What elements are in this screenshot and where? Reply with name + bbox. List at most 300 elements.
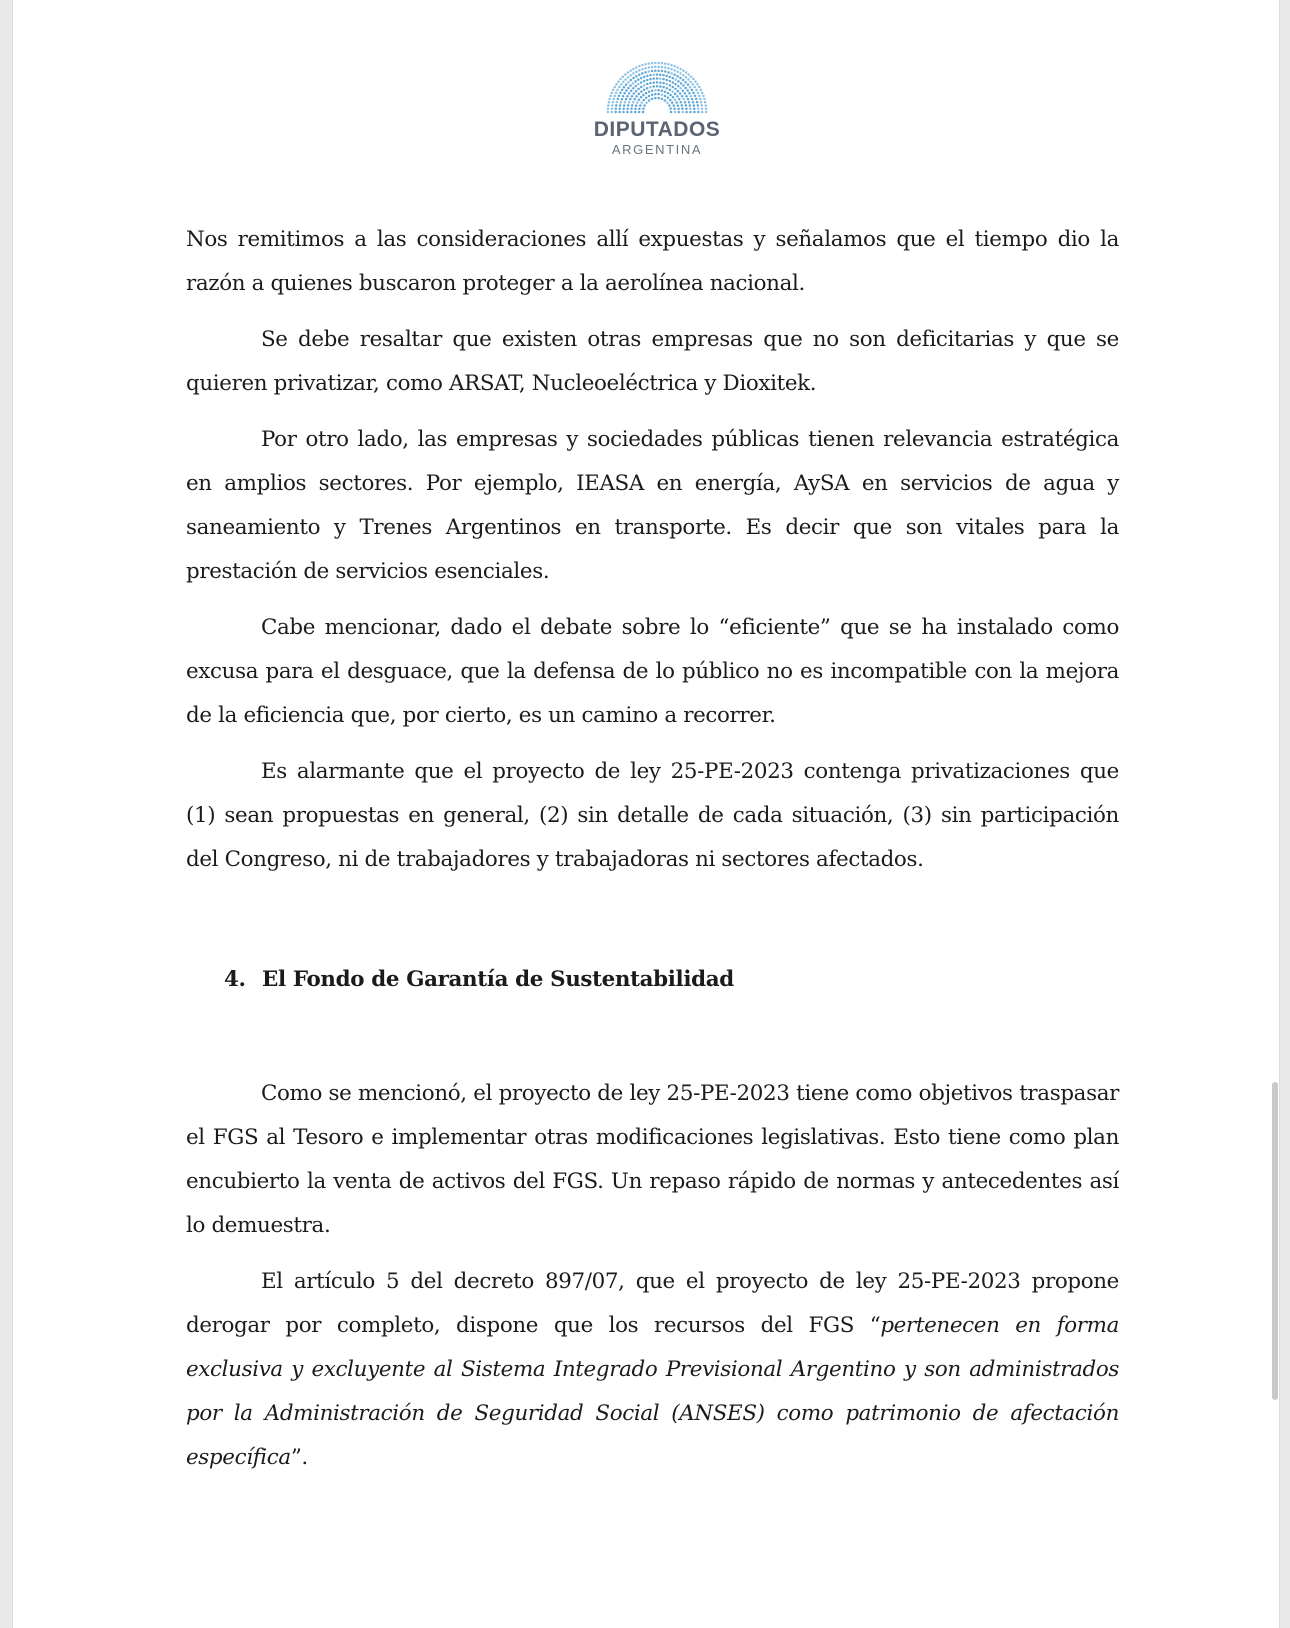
seat-dot: [672, 96, 675, 99]
seat-dot: [626, 95, 629, 98]
seat-dot: [685, 95, 688, 98]
seat-dot: [695, 98, 698, 101]
seat-dot: [679, 72, 682, 75]
seat-dot: [656, 85, 659, 88]
seat-dot: [689, 86, 692, 89]
paragraph: Es alarmante que el proyecto de ley 25-PE-2023 contenga privatizaciones que (1) sean propuestas en general, (2) sin detalle de cada situación, (3) sin participación del Congreso, ni de trabajadores y trabajadoras ni sectores afectados.: [186, 759, 1119, 872]
seat-dot: [671, 90, 674, 93]
seat-dot: [633, 98, 636, 101]
seat-dot: [669, 94, 672, 97]
seat-dot: [652, 85, 655, 88]
document-page: [12, 0, 1280, 1628]
seat-dot: [678, 98, 681, 101]
seat-dot: [607, 104, 610, 107]
seat-dot: [651, 70, 654, 73]
seat-dot: [687, 78, 690, 81]
seat-dot: [679, 77, 682, 80]
section-heading: [186, 958, 1119, 1002]
seat-dot: [666, 83, 669, 86]
seat-dot: [618, 86, 621, 89]
seat-dot: [614, 111, 617, 114]
seat-dot: [626, 111, 629, 114]
seat-dot: [622, 111, 625, 114]
seat-dot: [684, 92, 687, 95]
seat-dot: [620, 83, 623, 86]
seat-dot: [611, 107, 614, 110]
seat-dot: [631, 104, 634, 107]
seat-dot: [681, 95, 684, 98]
seat-dot: [646, 83, 649, 86]
seat-dot: [682, 74, 685, 77]
seat-dot: [656, 77, 659, 80]
seat-dot: [652, 81, 655, 84]
seat-dot: [645, 101, 648, 104]
seat-dot: [697, 104, 700, 107]
seat-dot: [694, 95, 697, 98]
seat-dot: [634, 80, 637, 83]
seat-dot: [661, 98, 664, 101]
vertical-scrollbar[interactable]: [1272, 1082, 1278, 1400]
seat-dot: [657, 93, 660, 96]
seat-dot: [688, 92, 691, 95]
seat-dot: [664, 90, 667, 93]
seat-dot: [679, 68, 682, 71]
seat-dot: [634, 108, 637, 111]
seat-dot: [682, 69, 685, 72]
seat-dot: [648, 62, 651, 65]
seat-dot: [694, 80, 697, 83]
seat-dot: [687, 83, 690, 86]
seat-dot: [659, 81, 662, 84]
seat-dot: [645, 92, 648, 95]
section-number: 4.: [224, 967, 246, 992]
seat-dot: [609, 95, 612, 98]
seat-dot: [700, 89, 703, 92]
seat-dot: [623, 86, 626, 89]
seat-dot: [617, 80, 620, 83]
seat-dot: [674, 88, 677, 91]
seat-dot: [679, 92, 682, 95]
seat-dot: [676, 71, 679, 74]
seat-dot: [641, 72, 644, 75]
seat-dot: [692, 101, 695, 104]
seat-dot: [635, 66, 638, 69]
seat-dot: [641, 101, 644, 104]
seat-dot: [649, 82, 652, 85]
seat-dot: [643, 99, 646, 102]
seat-dot: [699, 98, 702, 101]
seat-dot: [700, 104, 703, 107]
paragraph: Cabe mencionar, dado el debate sobre lo “eficiente” que se ha instalado como excusa para el desguace, que la defensa de lo público no es incompatible con la mejora de la eficiencia que, por cierto, es un camino a recorrer.: [186, 615, 1119, 728]
seat-dot: [670, 64, 673, 67]
seat-dot: [704, 101, 707, 104]
seat-dot: [629, 98, 632, 101]
hemicycle-icon: [602, 62, 712, 114]
seat-dot: [611, 104, 614, 107]
seat-dot: [615, 92, 618, 95]
seat-dot: [685, 111, 688, 114]
seat-dot: [705, 107, 708, 110]
seat-dot: [638, 107, 641, 110]
seat-dot: [661, 94, 664, 97]
seat-dot: [614, 95, 617, 98]
logo-title: DIPUTADOS: [593, 118, 721, 141]
seat-dot: [674, 83, 677, 86]
seat-dot: [623, 104, 626, 107]
seat-dot: [662, 78, 665, 81]
seat-dot: [648, 66, 651, 69]
seat-dot: [625, 98, 628, 101]
seat-dot: [698, 86, 701, 89]
seat-dot: [633, 92, 636, 95]
seat-dot: [639, 104, 642, 107]
seat-dot: [669, 84, 672, 87]
seat-dot: [635, 90, 638, 93]
seat-dot: [671, 101, 674, 104]
seat-dot: [635, 104, 638, 107]
seat-dot: [632, 101, 635, 104]
seat-dot: [644, 67, 647, 70]
seat-dot: [696, 83, 699, 86]
seat-dot: [677, 80, 680, 83]
seat-dot: [638, 111, 641, 114]
seat-dot: [678, 111, 681, 114]
seat-dot: [673, 107, 676, 110]
seat-dot: [677, 108, 680, 111]
seat-dot: [670, 68, 673, 71]
seat-dot: [640, 96, 643, 99]
seat-dot: [693, 104, 696, 107]
seat-dot: [682, 79, 685, 82]
seat-dot: [644, 63, 647, 65]
seat-dot: [659, 85, 662, 88]
seat-dot: [638, 98, 641, 101]
seat-dot: [665, 75, 668, 78]
seat-dot: [695, 89, 698, 92]
seat-dot: [673, 65, 676, 68]
seat-dot: [624, 101, 627, 104]
seat-dot: [693, 86, 696, 89]
seat-dot: [662, 74, 665, 77]
seat-dot: [648, 90, 651, 93]
seat-dot: [657, 66, 660, 69]
seat-dot: [651, 66, 654, 69]
seat-dot: [654, 69, 657, 72]
seat-dot: [623, 92, 626, 95]
seat-dot: [625, 83, 628, 86]
seat-dot: [640, 77, 643, 80]
seat-dot: [686, 89, 689, 92]
seat-dot: [617, 98, 620, 101]
section-title: El Fondo de Garantía de Sustentabilidad: [262, 967, 734, 992]
seat-dot: [637, 88, 640, 91]
seat-dot: [635, 71, 638, 74]
seat-dot: [637, 78, 640, 81]
seat-dot: [689, 81, 692, 84]
seat-dot: [669, 80, 672, 83]
seat-dot: [612, 101, 615, 104]
seat-dot: [669, 99, 672, 102]
seat-dot: [634, 111, 637, 114]
seat-dot: [643, 76, 646, 79]
seat-dot: [657, 89, 660, 92]
seat-dot: [674, 98, 677, 101]
paragraph: Por otro lado, las empresas y sociedades públicas tienen relevancia estratégica en amplios sectores. Por ejemplo, IEASA en energía, AySA en servicios de agua y saneamiento y Trenes Argentinos en transporte. Es decir que son vitales para la prestación de servicios esenciales.: [186, 427, 1119, 584]
seat-dot: [620, 101, 623, 104]
seat-dot: [618, 95, 621, 98]
seat-dot: [648, 99, 651, 102]
seat-dot: [630, 79, 633, 82]
seat-dot: [640, 81, 643, 84]
seat-dot: [682, 98, 685, 101]
seat-dot: [631, 95, 634, 98]
document-body: [186, 218, 1119, 1492]
seat-dot: [642, 107, 645, 110]
seat-dot: [615, 104, 618, 107]
seat-dot: [674, 78, 677, 81]
seat-dot: [667, 92, 670, 95]
paragraph-text: El artículo 5 del decreto 897/07, que el proyecto de ley 25-PE-2023 propone derogar por completo, dispone que los recursos del FGS “: [186, 1269, 1119, 1338]
seat-dot: [654, 89, 657, 92]
seat-dot: [630, 111, 633, 114]
paragraph-with-quote: [186, 1260, 1119, 1480]
seat-dot: [656, 81, 659, 84]
seat-dot: [622, 75, 625, 78]
seat-dot: [630, 90, 633, 93]
seat-dot: [615, 83, 618, 86]
seat-dot: [692, 92, 695, 95]
seat-dot: [696, 101, 699, 104]
seat-dot: [643, 88, 646, 91]
seat-dot: [693, 107, 696, 110]
seat-dot: [662, 82, 665, 85]
seat-dot: [635, 95, 638, 98]
seat-dot: [641, 68, 644, 71]
seat-dot: [622, 107, 625, 110]
seat-dot: [679, 101, 682, 104]
seat-dot: [654, 62, 657, 64]
seat-dot: [646, 79, 649, 82]
seat-dot: [622, 81, 625, 84]
seat-dot: [611, 111, 614, 114]
seat-dot: [643, 84, 646, 87]
seat-dot: [682, 90, 685, 93]
seat-dot: [612, 98, 615, 101]
seat-dot: [679, 87, 682, 90]
seat-dot: [692, 78, 695, 81]
seat-dot: [677, 85, 680, 88]
seat-dot: [627, 71, 630, 74]
seat-dot: [697, 107, 700, 110]
seat-dot: [703, 98, 706, 101]
seat-dot: [673, 73, 676, 76]
seat-dot: [681, 111, 684, 114]
seat-dot: [624, 78, 627, 81]
seat-dot: [697, 92, 700, 95]
seat-dot: [654, 93, 657, 96]
seat-dot: [649, 86, 652, 89]
seat-dot: [619, 104, 622, 107]
seat-dot: [691, 89, 694, 92]
seat-dot: [672, 104, 675, 107]
seat-dot: [607, 111, 610, 114]
seat-dot: [665, 79, 668, 82]
seat-dot: [702, 95, 705, 98]
seat-dot: [690, 75, 693, 78]
seat-dot: [635, 75, 638, 78]
seat-dot: [664, 62, 667, 65]
seat-dot: [684, 81, 687, 84]
seat-dot: [667, 71, 670, 74]
seat-dot: [638, 65, 641, 68]
seat-dot: [682, 84, 685, 87]
seat-dot: [632, 77, 635, 80]
seat-dot: [615, 107, 618, 110]
seat-dot: [680, 82, 683, 85]
seat-dot: [659, 73, 662, 76]
seat-dot: [687, 98, 690, 101]
seat-dot: [645, 96, 648, 99]
seat-dot: [649, 74, 652, 77]
seat-dot: [664, 66, 667, 69]
seat-dot: [616, 89, 619, 92]
seat-dot: [654, 66, 657, 69]
seat-dot: [656, 73, 659, 76]
seat-dot: [690, 95, 693, 98]
seat-dot: [636, 101, 639, 104]
seat-dot: [657, 97, 660, 100]
seat-dot: [651, 90, 654, 93]
seat-dot: [629, 84, 632, 87]
seat-dot: [642, 94, 645, 97]
seat-dot: [672, 77, 675, 80]
seat-dot: [651, 98, 654, 101]
seat-dot: [662, 86, 665, 89]
seat-dot: [659, 77, 662, 80]
seat-dot: [611, 92, 614, 95]
seat-dot: [688, 101, 691, 104]
seat-dot: [619, 78, 622, 81]
seat-dot: [652, 77, 655, 80]
seat-dot: [622, 95, 625, 98]
seat-dot: [685, 107, 688, 110]
paragraph: Se debe resaltar que existen otras empresas que no son deficitarias y que se quieren privatizar, como ARSAT, Nucleoeléctrica y Dioxitek.: [186, 327, 1119, 396]
seat-dot: [705, 111, 708, 114]
seat-dot: [627, 81, 630, 84]
seat-dot: [612, 89, 615, 92]
seat-dot: [649, 78, 652, 81]
seat-dot: [614, 86, 617, 89]
seat-dot: [689, 104, 692, 107]
seat-dot: [643, 104, 646, 107]
seat-dot: [669, 107, 672, 110]
seat-dot: [673, 69, 676, 72]
seat-dot: [672, 81, 675, 84]
seat-dot: [661, 90, 664, 93]
seat-dot: [657, 62, 660, 64]
diputados-logo: [577, 62, 737, 158]
seat-dot: [664, 70, 667, 73]
seat-dot: [676, 95, 679, 98]
seat-dot: [692, 83, 695, 86]
seat-dot: [674, 93, 677, 96]
seat-dot: [657, 69, 660, 72]
seat-dot: [677, 104, 680, 107]
seat-dot: [626, 107, 629, 110]
seat-dot: [651, 62, 654, 64]
seat-dot: [664, 99, 667, 102]
seat-dot: [647, 70, 650, 73]
seat-dot: [640, 90, 643, 93]
seat-dot: [621, 89, 624, 92]
seat-dot: [701, 107, 704, 110]
seat-dot: [689, 107, 692, 110]
paragraph: Nos remitimos a las consideraciones allí expuestas y señalamos que el tiempo dio la razón a quienes buscaron proteger a la aerolínea nacional.: [186, 227, 1119, 296]
seat-dot: [607, 107, 610, 110]
seat-dot: [642, 111, 645, 114]
seat-dot: [608, 101, 611, 104]
seat-dot: [652, 73, 655, 76]
seat-dot: [669, 76, 672, 79]
seat-dot: [632, 87, 635, 90]
seat-dot: [666, 87, 669, 90]
seat-dot: [701, 111, 704, 114]
seat-dot: [638, 93, 641, 96]
seat-dot: [697, 111, 700, 114]
seat-dot: [632, 68, 635, 71]
paragraph-text: ”.: [290, 1445, 308, 1470]
seat-dot: [629, 74, 632, 77]
paragraph: Como se mencionó, el proyecto de ley 25-PE-2023 tiene como objetivos traspasar el FGS al Tesoro e implementar otras modificaciones legislativas. Esto tiene como plan encubierto la venta de activos del FGS. Un repaso rápido de normas y antecedentes así lo demuestra.: [186, 1081, 1119, 1238]
seat-dot: [627, 76, 630, 79]
seat-dot: [627, 87, 630, 90]
seat-dot: [685, 104, 688, 107]
seat-dot: [641, 64, 644, 67]
seat-dot: [629, 69, 632, 72]
seat-dot: [676, 75, 679, 78]
seat-dot: [661, 62, 664, 64]
seat-dot: [672, 86, 675, 89]
seat-dot: [625, 89, 628, 92]
seat-dot: [646, 87, 649, 90]
quoted-text: pertenecen en forma exclusiva y excluyente al Sistema Integrado Previsional Argentino y son administrados por la Administración de Seguridad Social (ANSES) como patrimonio de afectación específica: [186, 1313, 1119, 1470]
seat-dot: [701, 92, 704, 95]
seat-dot: [664, 95, 667, 98]
seat-dot: [618, 111, 621, 114]
seat-dot: [681, 104, 684, 107]
seat-dot: [637, 83, 640, 86]
seat-dot: [684, 87, 687, 90]
seat-dot: [616, 101, 619, 104]
seat-dot: [670, 72, 673, 75]
seat-dot: [666, 101, 669, 104]
seat-dot: [691, 98, 694, 101]
seat-dot: [687, 73, 690, 76]
seat-dot: [635, 85, 638, 88]
seat-dot: [676, 66, 679, 69]
seat-dot: [618, 107, 621, 110]
seat-dot: [638, 73, 641, 76]
seat-dot: [632, 82, 635, 85]
seat-dot: [685, 76, 688, 79]
seat-dot: [661, 66, 664, 69]
seat-dot: [624, 73, 627, 76]
seat-dot: [700, 101, 703, 104]
seat-dot: [651, 94, 654, 97]
seat-dot: [677, 90, 680, 93]
seat-dot: [667, 67, 670, 70]
seat-dot: [670, 111, 673, 114]
